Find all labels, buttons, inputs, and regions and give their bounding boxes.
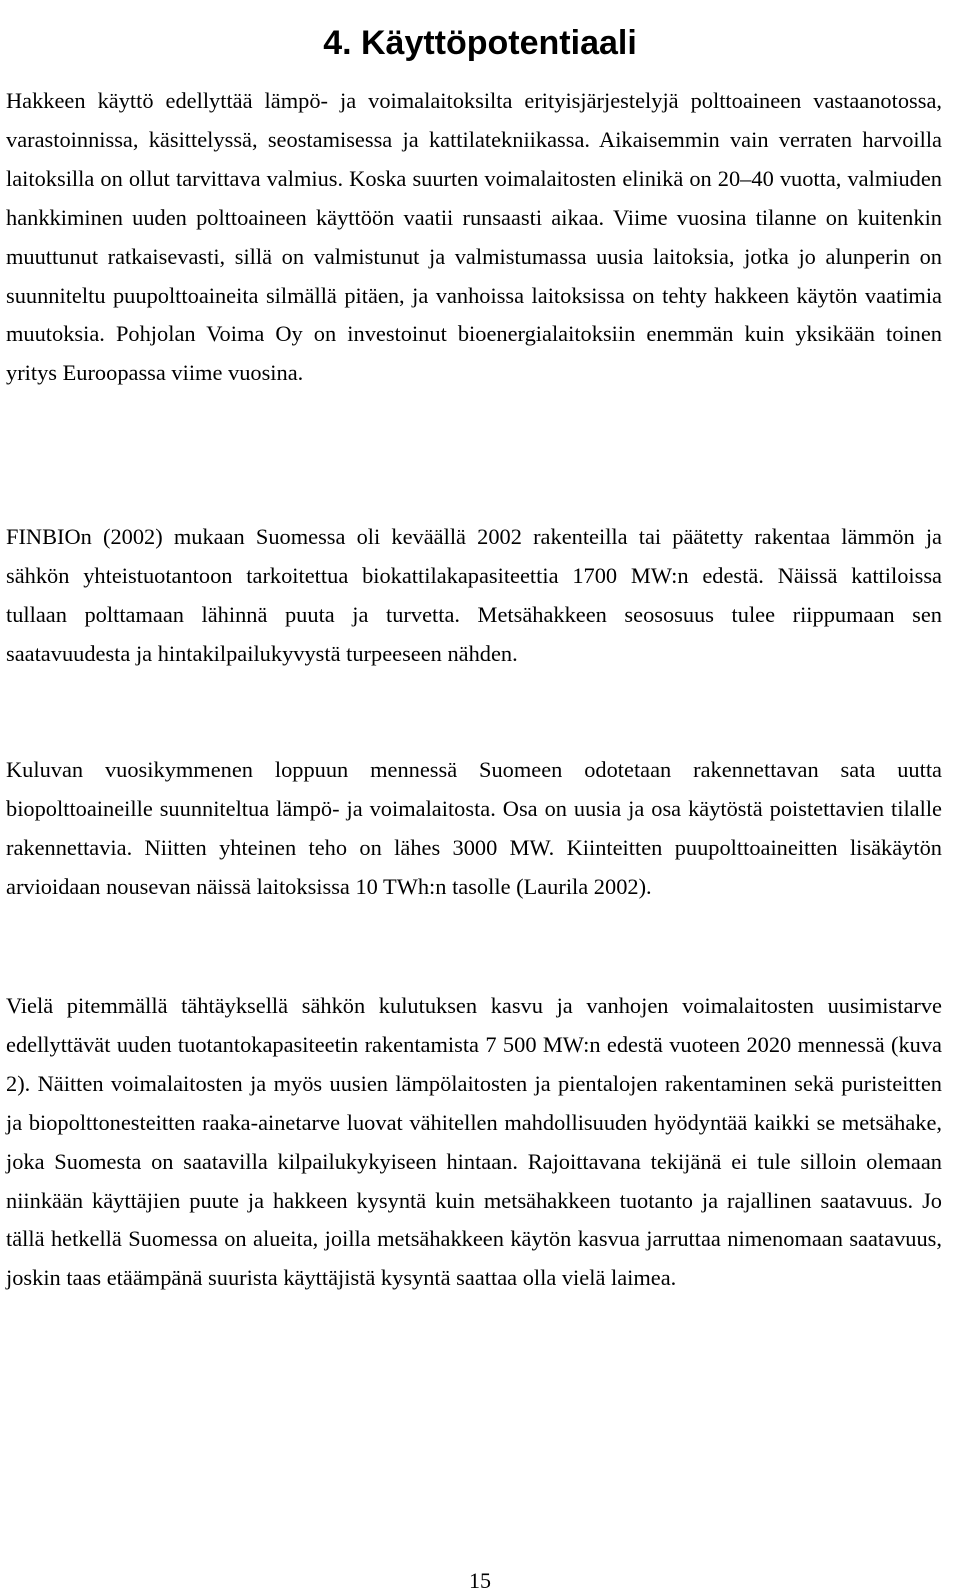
paragraph-4: Vielä pitemmällä tähtäyksellä sähkön kulutuksen kasvu ja vanhojen voimalaitosten uusimistarve edellyttävät uuden tuotantokapasiteetin rakentamista 7 500 MW:n edestä vuoteen 2020 mennessä (kuva 2). Näitten voimalaitosten ja myös uusien lämpölaitosten ja pientalojen rakentaminen sekä puristeitten ja biopolttonesteitten raaka-ainetarve luovat vähitellen mahdollisuuden hyödyntää kaikki se metsähake, joka Suomesta on saatavilla kilpailukykyiseen hintaan. Rajoittavana tekijänä ei tule silloin olemaan niinkään käyttäjien puute ja hakkeen kysyntä kuin metsähakkeen tuotanto ja rajallinen saatavuus. Jo tällä hetkellä Suomessa on alueita, joilla metsähakkeen käytön kasvua jarruttaa nimenomaan saatavuus, joskin taas etäämpänä suurista käyttäjistä kysyntä saattaa olla vielä laimea. [6,993,942,1291]
paragraph-1: Hakkeen käyttö edellyttää lämpö- ja voimalaitoksilta erityisjärjestelyjä polttoaineen vastaanotossa, varastoinnissa, käsittelyssä, seostamisessa ja kattilatekniikassa. Aikaisemmin vain verraten harvoilla laitoksilla on ollut tarvittava valmius. Koska suurten voimalaitosten elinikä on 20–40 vuotta, valmiuden hankkiminen uuden polttoaineen käyttöön vaatii runsaasti aikaa. Viime vuosina tilanne on kuitenkin muuttunut ratkaisevasti, sillä on valmistunut ja valmistumassa uusia laitoksia, jotka jo alunperin on suunniteltu puupolttoaineita silmällä pitäen, ja vanhoissa laitoksissa on tehty hakkeen käytön vaatimia muutoksia. Pohjolan Voima Oy on investoinut bioenergialaitoksiin enemmän kuin yksikään toinen yritys Euroopassa viime vuosina. [6,88,942,386]
section-heading: 4. Käyttöpotentiaali [323,23,637,62]
paragraph-3: Kuluvan vuosikymmenen loppuun mennessä Suomeen odotetaan rakennettavan sata uutta biopolttoaineille suunniteltua lämpö- ja voimalaitosta. Osa on uusia ja osa käytöstä poistettavien tilalle rakennettavia. Niitten yhteinen teho on lähes 3000 MW. Kiinteitten puupolttoaineitten lisäkäytön arvioidaan nousevan näissä laitoksissa 10 TWh:n tasolle (Laurila 2002). [6,757,942,899]
paragraph-2: FINBIOn (2002) mukaan Suomessa oli keväällä 2002 rakenteilla tai päätetty rakentaa lämmön ja sähkön yhteistuotantoon tarkoitettua biokattilakapasiteettia 1700 MW:n edestä. Näissä kattiloissa tullaan polttamaan lähinnä puuta ja turvetta. Metsähakkeen seososuus tulee riippumaan sen saatavuudesta ja hintakilpailukyvystä turpeeseen nähden. [6,524,942,666]
page-number: 15 [469,1568,491,1593]
